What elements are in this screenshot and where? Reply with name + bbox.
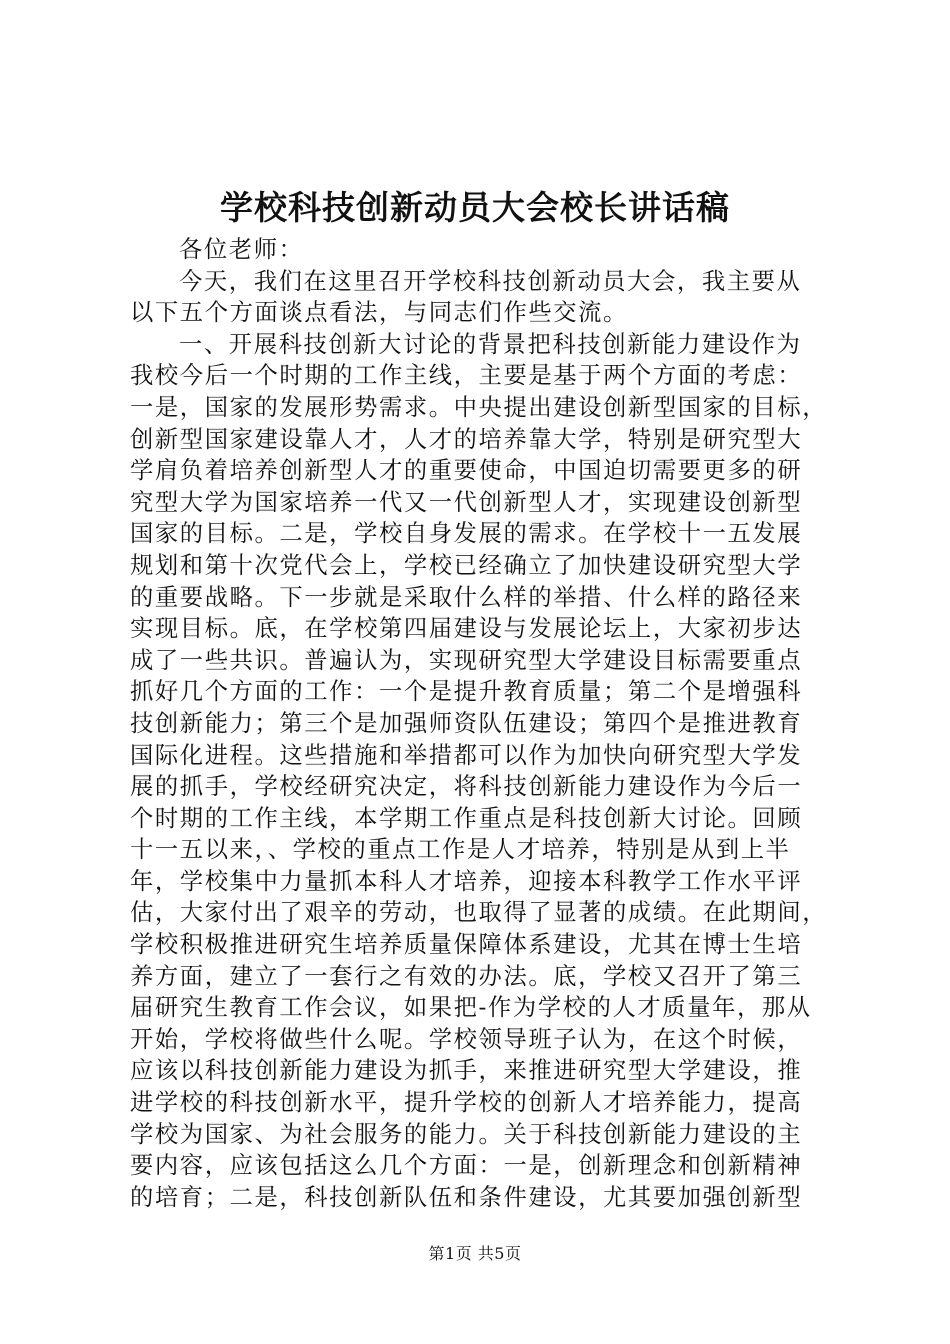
paragraph-line: 要内容，应该包括这么几个方面：一是，创新理念和创新精神 [130, 1152, 803, 1180]
paragraph-line: 进学校的科技创新水平，提升学校的创新人才培养能力，提高 [130, 1089, 803, 1117]
paragraph-line: 成了一些共识。普遍认为，实现研究型大学建设目标需要重点 [130, 646, 803, 674]
paragraph-line: 学校积极推进研究生培养质量保障体系建设，尤其在博士生培 [130, 931, 803, 959]
document-title: 学校科技创新动员大会校长讲话稿 [220, 188, 730, 227]
paragraph-line: 开始，学校将做些什么呢。学校领导班子认为，在这个时候， [130, 1025, 803, 1053]
paragraph-line: 抓好几个方面的工作：一个是提升教育质量；第二个是增强科 [130, 678, 803, 706]
paragraph-line: 个时期的工作主线，本学期工作重点是科技创新大讨论。回顾 [130, 804, 803, 832]
paragraph-line: 的重要战略。下一步就是采取什么样的举措、什么样的路径来 [130, 583, 803, 611]
salutation-line: 各位老师： [179, 236, 304, 263]
paragraph-line: 届研究生教育工作会议，如果把-作为学校的人才质量年，那从 [130, 994, 812, 1022]
page-number-footer: 第1页 共5页 [428, 1244, 522, 1263]
paragraph-line: 我校今后一个时期的工作主线，主要是基于两个方面的考虑： [130, 362, 803, 390]
paragraph-line: 展的抓手，学校经研究决定，将科技创新能力建设作为今后一 [130, 773, 803, 801]
paragraph-line: 养方面，建立了一套行之有效的办法。底，学校又召开了第三 [130, 962, 803, 990]
paragraph-line: 学校为国家、为社会服务的能力。关于科技创新能力建设的主 [130, 1120, 803, 1148]
paragraph-line: 十一五以来，、学校的重点工作是人才培养，特别是从到上半 [130, 836, 791, 864]
paragraph-line: 创新型国家建设靠人才，人才的培养靠大学，特别是研究型大 [130, 425, 803, 453]
paragraph-line: 应该以科技创新能力建设为抓手，来推进研究型大学建设，推 [130, 1057, 803, 1085]
document-body [130, 234, 830, 1213]
paragraph-line: 实现目标。底，在学校第四届建设与发展论坛上，大家初步达 [130, 615, 803, 643]
paragraph-line: 国际化进程。这些措施和举措都可以作为加快向研究型大学发 [130, 741, 803, 769]
paragraph-line: 估，大家付出了艰辛的劳动，也取得了显著的成绩。在此期间， [130, 899, 828, 927]
paragraph-line: 一、开展科技创新大讨论的背景把科技创新能力建设作为 [179, 330, 802, 358]
paragraph-line: 规划和第十次党代会上，学校已经确立了加快建设研究型大学 [130, 551, 803, 579]
paragraph-line: 国家的目标。二是，学校自身发展的需求。在学校十一五发展 [130, 520, 803, 548]
paragraph-line: 究型大学为国家培养一代又一代创新型人才，实现建设创新型 [130, 488, 803, 516]
paragraph-line: 年，学校集中力量抓本科人才培养，迎接本科教学工作水平评 [130, 867, 803, 895]
paragraph-line: 技创新能力；第三个是加强师资队伍建设；第四个是推进教育 [130, 709, 803, 737]
paragraph-line: 学肩负着培养创新型人才的重要使命，中国迫切需要更多的研 [130, 457, 803, 485]
paragraph-line: 以下五个方面谈点看法，与同志们作些交流。 [130, 299, 628, 327]
paragraph-line: 的培育；二是，科技创新队伍和条件建设，尤其要加强创新型 [130, 1183, 803, 1211]
paragraph-line: 一是，国家的发展形势需求。中央提出建设创新型国家的目标， [130, 393, 828, 421]
paragraph-line: 今天，我们在这里召开学校科技创新动员大会，我主要从 [179, 267, 802, 295]
